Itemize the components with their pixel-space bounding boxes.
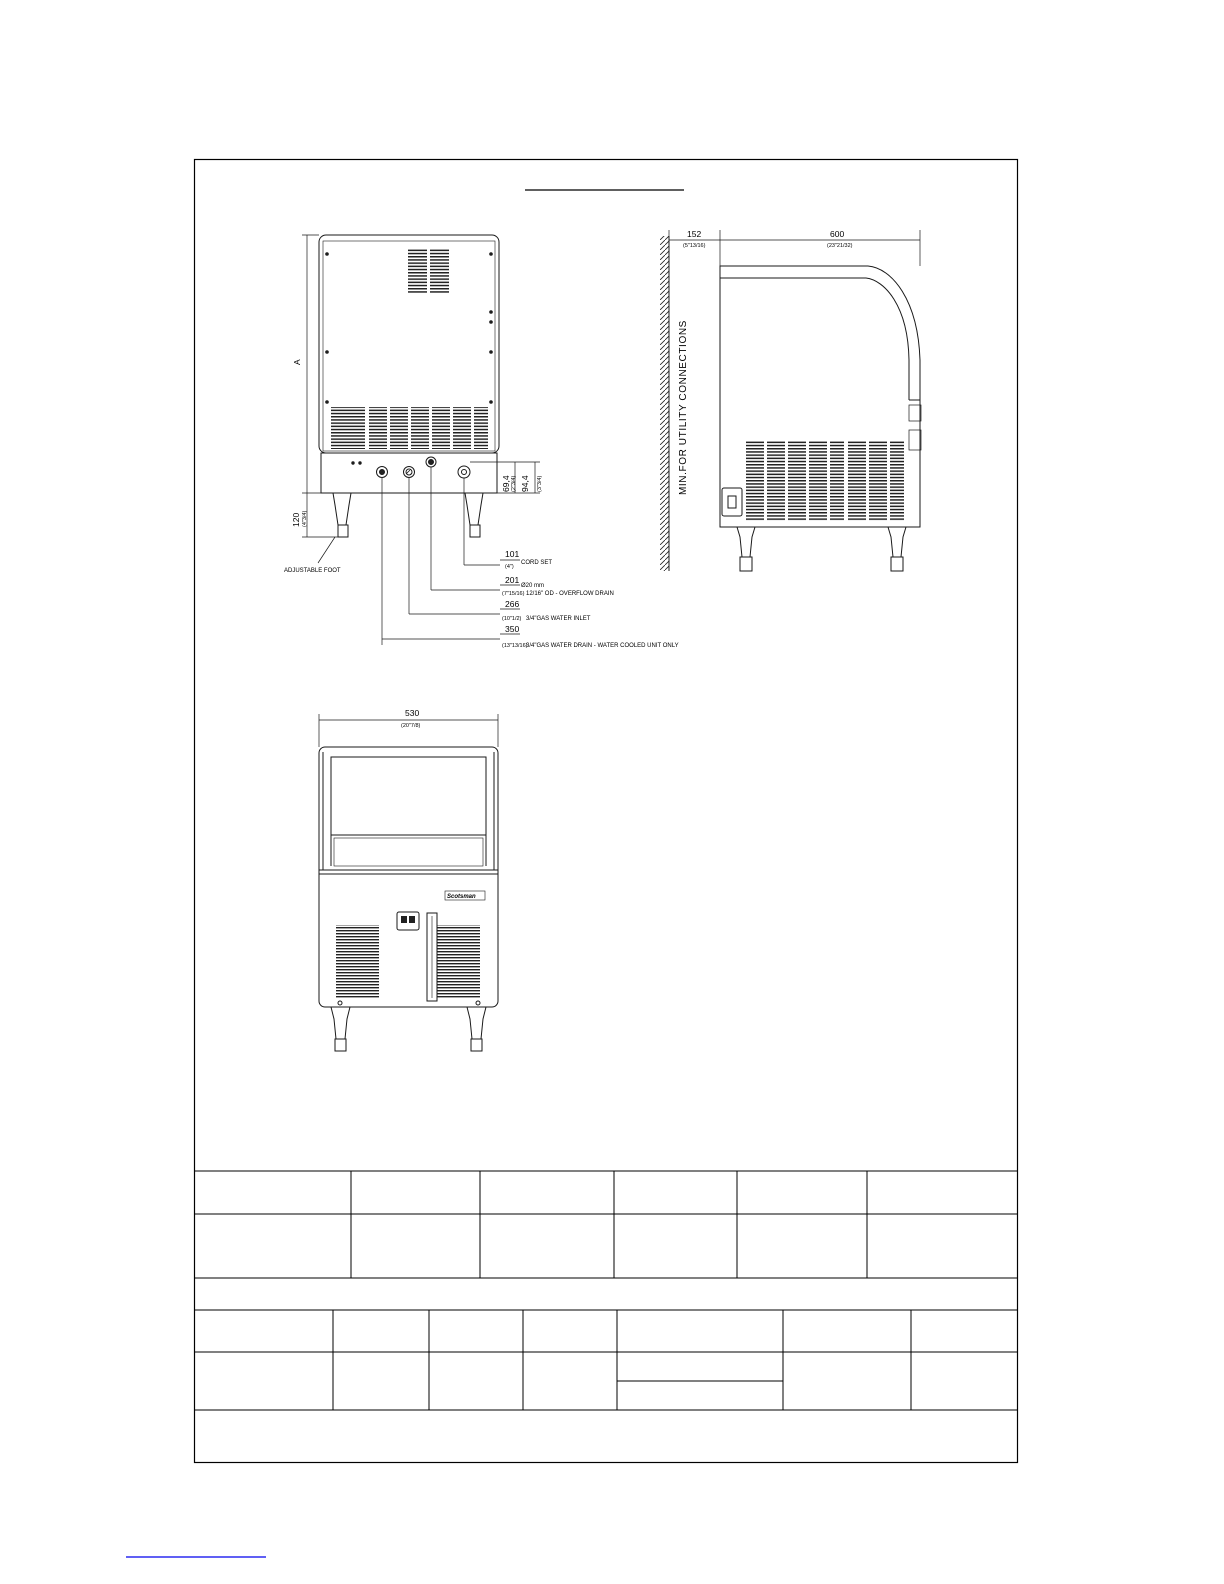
brand-logo: Scotsman xyxy=(447,894,476,900)
spec-table xyxy=(194,1171,1017,1410)
callout-dim-in: (7"15/16) xyxy=(502,591,525,597)
clearance-dim-in: (5"13/16) xyxy=(683,243,706,249)
foot-label: ADJUSTABLE FOOT xyxy=(284,568,341,574)
depth-dim: 600 xyxy=(830,229,845,239)
callout-dim: 201 xyxy=(505,575,520,585)
height-label: A xyxy=(292,359,302,365)
foot-height: 120 xyxy=(291,512,301,527)
foot-height-in: (4"3/4) xyxy=(302,510,308,527)
clearance-dim: 152 xyxy=(687,229,702,239)
callout-dim-in: (10"1/2) xyxy=(502,616,522,622)
page-frame xyxy=(195,160,1018,1463)
dim-69-in: (2"3/4) xyxy=(511,475,517,492)
side-view-dimensions xyxy=(669,230,920,266)
wall-label: MIN.FOR UTILITY CONNECTIONS xyxy=(678,320,689,495)
callout-label: CORD SET xyxy=(521,560,553,566)
front-view-labels xyxy=(401,708,421,729)
depth-dim-in: (23"21/32) xyxy=(827,243,853,249)
width-dim-in: (20"7/8) xyxy=(401,723,421,729)
side-view xyxy=(660,236,921,571)
callout-dim-in: (13"13/16) xyxy=(502,643,528,649)
callout-label-2: 12/16" OD - OVERFLOW DRAIN xyxy=(526,591,614,597)
dim-69: 69,4 xyxy=(501,475,511,492)
callout-dim-in: (4") xyxy=(505,564,514,570)
dim-94-in: (3"3/4) xyxy=(537,475,543,492)
callout-dim: 266 xyxy=(505,599,520,609)
callout-label: Ø20 mm xyxy=(521,583,545,589)
dim-94: 94,4 xyxy=(520,475,530,492)
front-view-dimensions xyxy=(319,714,498,747)
callout-dim: 101 xyxy=(505,549,520,559)
callout-label: 3/4"GAS WATER INLET xyxy=(526,616,591,622)
width-dim: 530 xyxy=(405,708,420,718)
callout-dim: 350 xyxy=(505,624,520,634)
callout-label: 3/4"GAS WATER DRAIN - WATER COOLED UNIT ONLY xyxy=(526,643,679,649)
